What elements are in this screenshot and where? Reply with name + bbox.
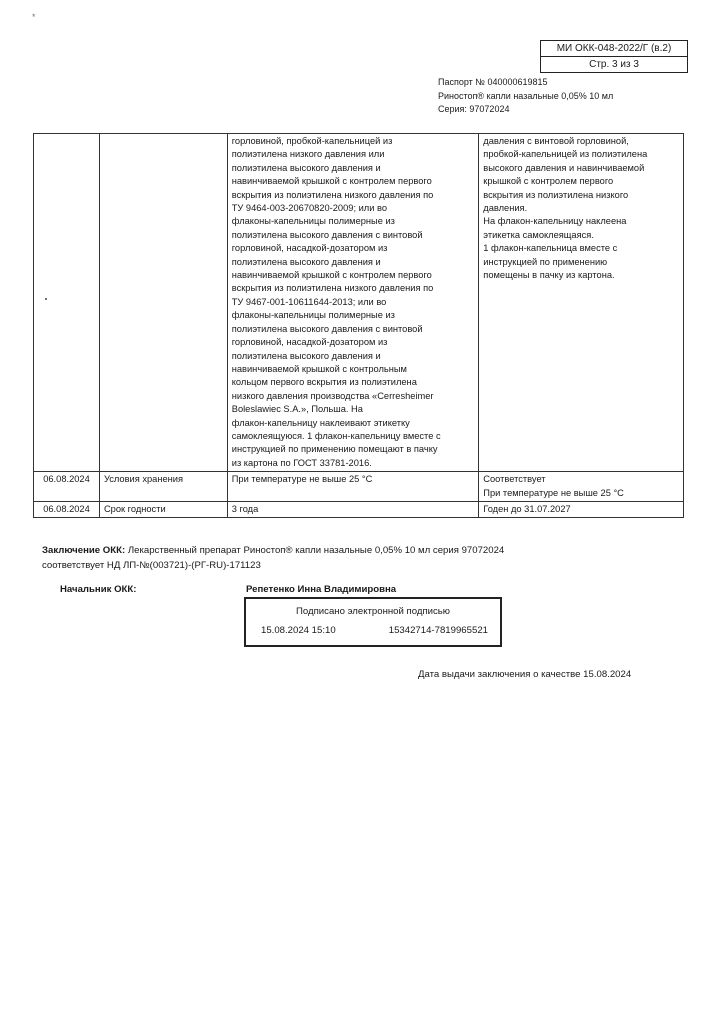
table-row: [34, 501, 684, 517]
row-test-name: Условия хранения: [99, 472, 227, 502]
row-requirement: горловиной, пробкой-капельницей из полиэтилена низкого давления или полиэтилена высокого давления и навинчиваемой крышкой с контролем первого вскрытия из полиэтилена низкого давления по ТУ 9464-003-20670820-2009; или во флаконы-капельницы полимерные из полиэтилена высокого давления с винтовой горловиной, насадкой-дозатором из полиэтилена высокого давления и навинчиваемой крышкой с контролем первого вскрытия из полиэтилена низкого давления по ТУ 9467-001-10611644-2013; или во флаконы-капельницы полимерные из полиэтилена высокого давления с винтовой горловиной, насадкой-дозатором из полиэтилена высокого давления и навинчиваемой крышкой с контрольным кольцом первого вскрытия из полиэтилена низкого давления производства «Cerresheimer Boleslawiec S.A.», Польша. На флакон-капельницу наклеивают этикетку самоклеящуюся. 1 флакон-капельницу вместе с инструкцией по применению помещают в пачку из картона по ГОСТ 33781-2016.: [227, 134, 479, 472]
table-row: [34, 134, 684, 472]
table-row: [34, 472, 684, 502]
issue-date-line: Дата выдачи заключения о качестве 15.08.2024: [418, 669, 632, 680]
row-date: [34, 134, 100, 472]
row-date: 06.08.2024: [34, 472, 100, 502]
scan-dot: [45, 298, 47, 300]
conclusion: [42, 543, 562, 573]
row-test-name: [99, 134, 227, 472]
chief-label: Начальник ОКК:: [60, 584, 137, 595]
row-result: давления с винтовой горловиной, пробкой-капельницей из полиэтилена высокого давления и навинчиваемой крышкой с контролем первого вскрытия из полиэтилена низкого давления. На флакон-капельницу наклеена этикетка самоклеящаяся. 1 флакон-капельница вместе с инструкцией по применению помещены в пачку из картона.: [479, 134, 684, 472]
signature-title: Подписано электронной подписью: [295, 606, 450, 617]
signature-certificate-number: 15342714-7819965521: [388, 625, 488, 636]
row-result: Годен до 31.07.2027: [479, 501, 684, 517]
page-number: Стр. 3 из 3: [541, 56, 687, 72]
document-code: МИ ОКК-048-2022/Г (в.2): [556, 43, 672, 54]
test-results-table: [33, 133, 684, 518]
electronic-signature-stamp: [244, 597, 502, 647]
row-result: Соответствует При температуре не выше 25 °С: [479, 472, 684, 502]
row-date: 06.08.2024: [34, 501, 100, 517]
passport-number: Паспорт № 040000619815: [438, 77, 548, 87]
series-number: Серия: 97072024: [438, 104, 510, 114]
conclusion-text: Лекарственный препарат Риностоп® капли назальные 0,05% 10 мл серия 97072024 соответствует НД ЛП-№(003721)-(РГ-RU)-171123: [42, 545, 505, 571]
signer-name: Репетенко Инна Владимировна: [246, 584, 397, 595]
signature-datetime: 15.08.2024 15:10: [261, 625, 336, 636]
row-requirement: 3 года: [227, 501, 479, 517]
row-test-name: Срок годности: [99, 501, 227, 517]
product-name: Риностоп® капли назальные 0,05% 10 мл: [438, 90, 614, 101]
document-code-box: [540, 40, 688, 73]
passport-block: [438, 76, 613, 117]
row-requirement: При температуре не выше 25 °С: [227, 472, 479, 502]
conclusion-label: Заключение ОКК:: [42, 545, 126, 556]
scan-mark: *: [32, 12, 36, 22]
